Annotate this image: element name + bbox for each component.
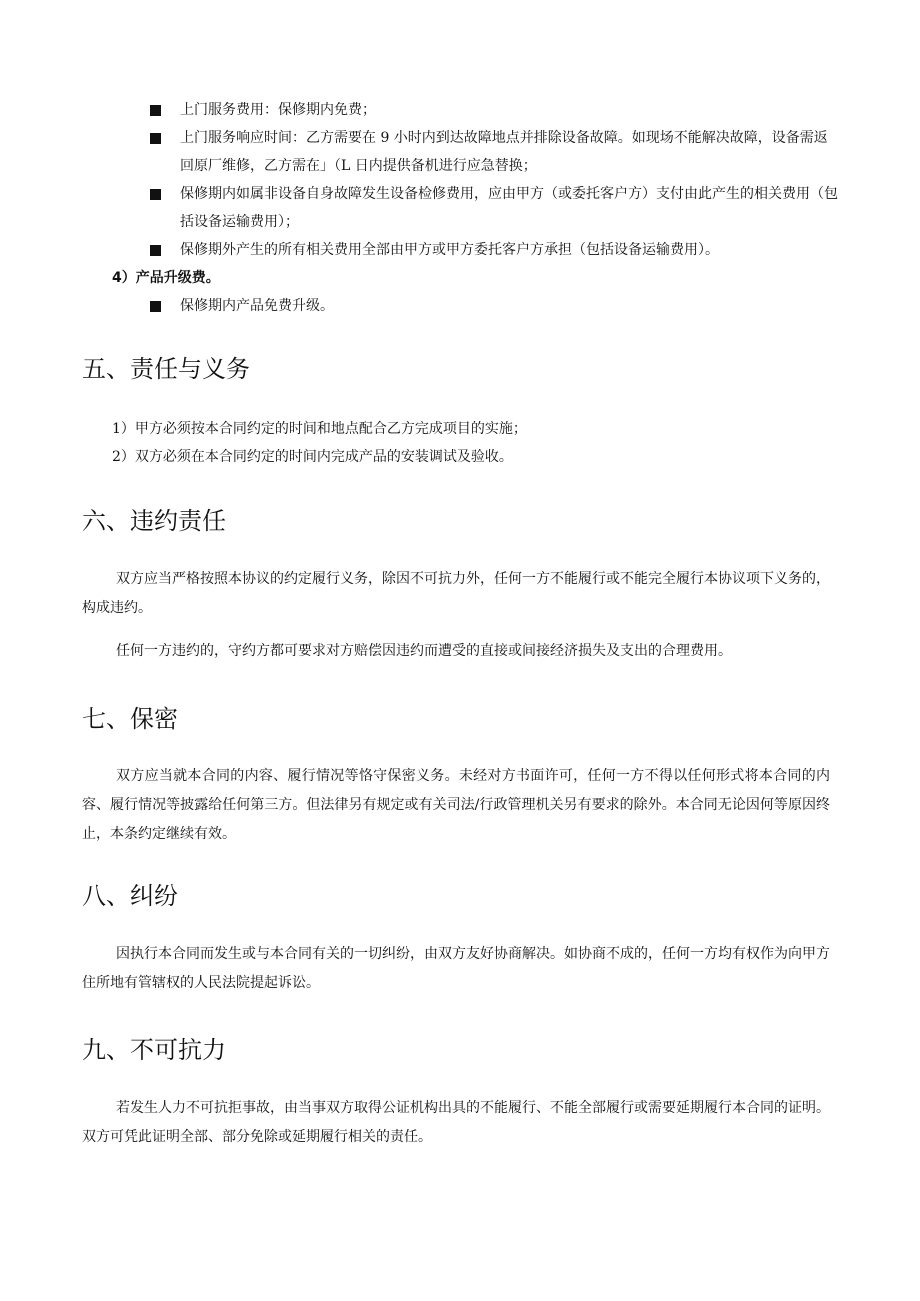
section-heading-force-majeure: 九、不可抗力 <box>82 1036 226 1064</box>
section-heading-breach: 六、违约责任 <box>82 507 226 535</box>
numbered-item: 1）甲方必须按本合同约定的时间和地点配合乙方完成项目的实施； <box>112 421 527 437</box>
paragraph: 若发生人力不可抗拒事故，由当事双方取得公证机构出具的不能履行、不能全部履行或需要延期履行本合同的证明。双方可凭此证明全部、部分免除或延期履行相关的责任。 <box>82 1100 830 1145</box>
bullet-text: 保修期外产生的所有相关费用全部由甲方或甲方委托客户方承担（包括设备运输费用）。 <box>180 242 719 258</box>
bullet-text: 上门服务响应时间：乙方需要在 9 小时内到达故障地点并排除设备故障。如现场不能解决故障，设备需返回原厂维修，乙方需在」（L 日内提供备机进行应急替换； <box>180 130 828 174</box>
service-bullet-item <box>150 236 840 264</box>
service-bullet-item <box>150 180 840 236</box>
section-heading-confidentiality: 七、保密 <box>82 705 178 733</box>
square-bullet-icon <box>150 245 161 256</box>
square-bullet-icon <box>150 105 161 116</box>
paragraph: 因执行本合同而发生或与本合同有关的一切纠纷，由双方友好协商解决。如协商不成的，任何一方均有权作为向甲方住所地有管辖权的人民法院提起诉讼。 <box>82 946 830 991</box>
numbered-item: 2）双方必须在本合同约定的时间内完成产品的安装调试及验收。 <box>112 449 513 465</box>
paragraph: 双方应当就本合同的内容、履行情况等恪守保密义务。未经对方书面许可，任何一方不得以任何形式将本合同的内容、履行情况等披露给任何第三方。但法律另有规定或有关司法/行政管理机关另有要求的除外。本合同无论因何等原因终止，本条约定继续有效。 <box>82 768 830 842</box>
section-heading-responsibilities: 五、责任与义务 <box>82 355 250 383</box>
paragraph: 任何一方违约的，守约方都可要求对方赔偿因违约而遭受的直接或间接经济损失及支出的合理费用。 <box>116 643 732 659</box>
upgrade-fee-heading: 4）产品升级费。 <box>112 270 220 286</box>
bullet-text: 保修期内产品免费升级。 <box>180 298 334 314</box>
paragraph: 双方应当严格按照本协议的约定履行义务，除因不可抗力外，任何一方不能履行或不能完全履行本协议项下义务的，构成违约。 <box>82 571 830 616</box>
service-bullet-item <box>150 96 840 124</box>
square-bullet-icon <box>150 189 161 200</box>
service-bullet-item <box>150 124 840 180</box>
square-bullet-icon <box>150 301 161 312</box>
bullet-text: 上门服务费用：保修期内免费； <box>180 102 376 118</box>
section-heading-disputes: 八、纠纷 <box>82 882 178 910</box>
upgrade-bullet-item <box>150 292 840 320</box>
square-bullet-icon <box>150 133 161 144</box>
bullet-text: 保修期内如属非设备自身故障发生设备检修费用，应由甲方（或委托客户方）支付由此产生的相关费用（包括设备运输费用）； <box>180 186 838 230</box>
